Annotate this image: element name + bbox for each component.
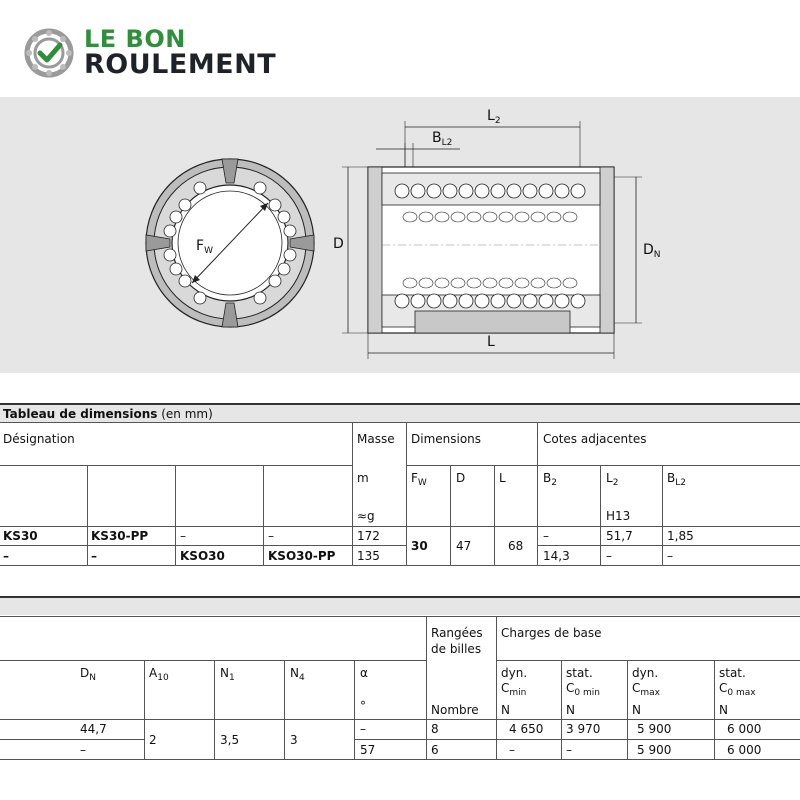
table-rule — [0, 422, 800, 423]
table-rule — [0, 719, 800, 720]
table-rule — [0, 739, 144, 740]
header-nombre: Nombre — [431, 703, 479, 717]
col-dimensions: Dimensions — [411, 432, 482, 446]
table-rule — [352, 422, 353, 565]
header-l2: $L_2$ — [606, 471, 619, 488]
row2-nombre: 6 — [431, 743, 439, 757]
col-masse: Masse — [357, 432, 395, 446]
table-rule — [214, 660, 215, 759]
row2-bl2: – — [667, 549, 673, 563]
header-b2: $B_2$ — [543, 471, 557, 488]
row1-c0min: 3 970 — [566, 722, 601, 736]
table-rule — [600, 465, 601, 565]
table-rule — [87, 465, 88, 565]
shared-n4: 3 — [290, 733, 298, 747]
end-view — [146, 159, 314, 327]
col-rangees-2: de billes — [431, 642, 482, 656]
side-view — [342, 121, 642, 359]
table-rule — [354, 739, 800, 740]
table-rule — [0, 465, 352, 466]
header-n1: $N_1$ — [220, 666, 235, 683]
header-dn: $D_N$ — [80, 666, 96, 683]
table-rule — [406, 465, 800, 466]
row2-l2: – — [606, 549, 612, 563]
header-c0max: $C_{0 max}$ — [719, 681, 756, 698]
table-rule — [284, 660, 285, 759]
table-rule — [537, 545, 800, 546]
header-a10: $A_{10}$ — [149, 666, 169, 683]
table-rule — [263, 465, 264, 565]
table-rule — [537, 422, 538, 565]
table-rule — [496, 616, 497, 759]
header-stat2: stat. — [719, 666, 746, 680]
row2-masse: 135 — [357, 549, 380, 563]
header-alpha: α — [360, 666, 368, 680]
table-rule — [0, 565, 800, 566]
header-cmax: $C_{max}$ — [632, 681, 660, 698]
row1-designation-4: – — [268, 529, 274, 543]
table-rule — [0, 526, 800, 527]
header-n-unit-1: N — [501, 703, 510, 717]
table-rule — [175, 465, 176, 565]
load-table — [0, 595, 800, 800]
dim-label-l: L — [487, 334, 495, 350]
dim-label-dn: $D_N$ — [643, 242, 661, 260]
dim-label-d: D — [333, 236, 344, 252]
header-cmin: $C_{min}$ — [501, 681, 527, 698]
shared-l: 68 — [508, 539, 524, 553]
brand-logo — [24, 26, 324, 86]
table-rule — [0, 660, 426, 661]
shared-a10: 2 — [149, 733, 157, 747]
row2-b2: 14,3 — [543, 549, 570, 563]
table-rule — [494, 465, 495, 565]
header-d: D — [456, 471, 466, 485]
col-designation: Désignation — [3, 432, 75, 446]
table-rule — [627, 660, 628, 759]
row1-b2: – — [543, 529, 549, 543]
row2-designation-3: KSO30 — [180, 549, 225, 563]
table-rule — [561, 660, 562, 759]
row2-cmin: – — [509, 743, 515, 757]
row1-c0max: 6 000 — [727, 722, 762, 736]
dim-label-fw: $F_W$ — [196, 238, 213, 256]
table-rule — [662, 465, 663, 565]
bearing-check-icon — [24, 28, 74, 78]
table-rule — [0, 759, 800, 760]
header-n-unit-3: N — [632, 703, 641, 717]
header-n4: $N_4$ — [290, 666, 305, 683]
header-m: m — [357, 471, 369, 485]
col-cotes: Cotes adjacentes — [543, 432, 647, 446]
table-rule — [0, 616, 800, 617]
row2-dn: – — [80, 743, 86, 757]
header-n-unit-4: N — [719, 703, 728, 717]
header-n-unit-2: N — [566, 703, 575, 717]
shared-d: 47 — [456, 539, 472, 553]
row1-bl2: 1,85 — [667, 529, 694, 543]
row1-masse: 172 — [357, 529, 380, 543]
dim-label-bl2: $B_{L2}$ — [432, 130, 453, 148]
table-rule — [714, 660, 715, 759]
table-rule — [406, 422, 407, 565]
row1-l2: 51,7 — [606, 529, 633, 543]
row1-dn: 44,7 — [80, 722, 107, 736]
row1-designation-3: – — [180, 529, 186, 543]
header-fw: $F_W$ — [411, 471, 427, 488]
dimensions-table — [0, 375, 800, 570]
row1-alpha: – — [360, 722, 366, 736]
row2-designation-1: – — [3, 549, 9, 563]
table-rule — [426, 616, 427, 759]
table-rule — [354, 660, 355, 759]
bearing-drawing — [0, 97, 800, 373]
table-rule — [450, 465, 451, 565]
row1-nombre: 8 — [431, 722, 439, 736]
logo-line-1: LE BON — [84, 25, 186, 53]
row2-cmax: 5 900 — [637, 743, 672, 757]
header-dyn2: dyn. — [632, 666, 659, 680]
technical-drawing-panel — [0, 97, 800, 373]
table-rule — [0, 545, 406, 546]
col-charges: Charges de base — [501, 626, 602, 640]
table-title: Tableau de dimensions (en mm) — [3, 407, 213, 421]
row2-alpha: 57 — [360, 743, 376, 757]
row2-designation-4: KSO30-PP — [268, 549, 336, 563]
header-deg: ° — [360, 699, 366, 713]
row2-designation-2: – — [91, 549, 97, 563]
header-c0min: $C_{0 min}$ — [566, 681, 600, 698]
col-rangees: Rangées — [431, 626, 483, 640]
shared-fw: 30 — [411, 539, 428, 553]
row2-c0max: 6 000 — [727, 743, 762, 757]
row1-designation-2: KS30-PP — [91, 529, 149, 543]
table-title-bar — [0, 598, 800, 615]
logo-line-2: ROULEMENT — [84, 49, 277, 80]
row1-cmin: 4 650 — [509, 722, 544, 736]
header-approx-g: ≈g — [357, 509, 375, 523]
dim-label-l2: $L_2$ — [487, 108, 501, 126]
shared-n1: 3,5 — [220, 733, 240, 747]
row1-cmax: 5 900 — [637, 722, 672, 736]
header-stat: stat. — [566, 666, 593, 680]
header-bl2: $B_{L2}$ — [667, 471, 686, 488]
header-l: L — [499, 471, 506, 485]
header-h13: H13 — [606, 509, 631, 523]
table-rule — [496, 660, 800, 661]
row1-designation-1: KS30 — [3, 529, 38, 543]
header-dyn: dyn. — [501, 666, 528, 680]
table-rule — [144, 660, 145, 759]
row2-c0min: – — [566, 743, 572, 757]
